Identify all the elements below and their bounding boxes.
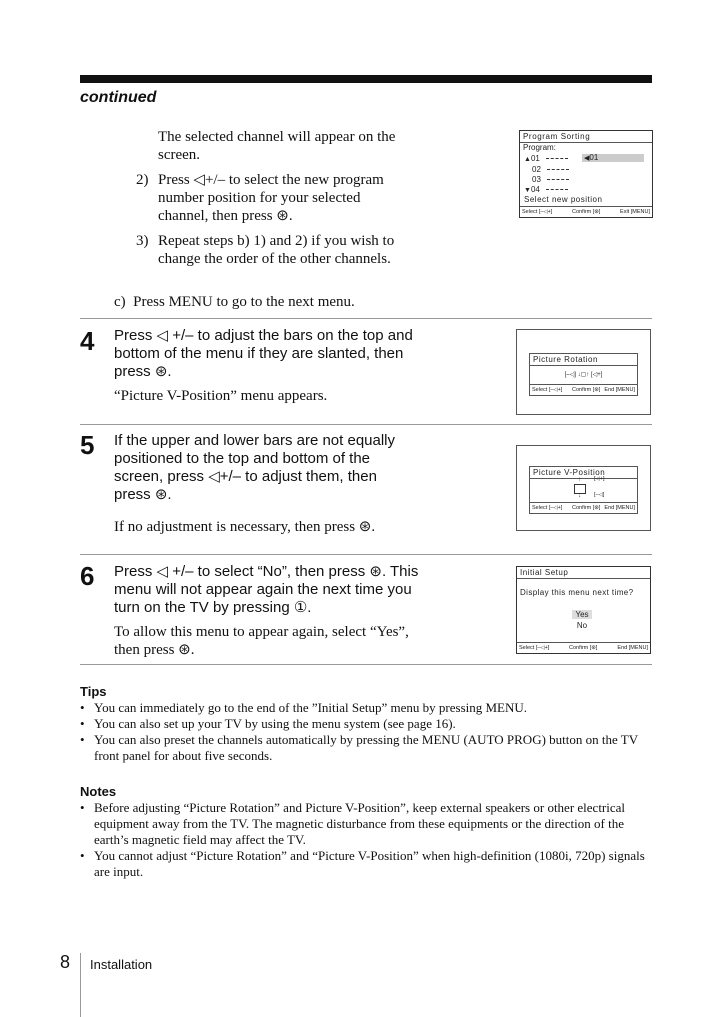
step5-text: If the upper and lower bars are not equally positioned to the top and bottom of the screen, press ◁+/– to adjust them, then press ⊛. [114,432,396,503]
tip-item: • You can also set up your TV by using the menu system (see page 16). [80,716,650,732]
program-sorting-footer: Select [–◁+] Confirm [⊛] Exit [MENU] [520,206,652,217]
option-yes[interactable]: Yes [572,610,592,619]
picture-vposition-panel [529,466,638,514]
picture-rotation-panel [529,353,638,396]
notes-heading: Notes [80,784,117,799]
tip-item: • You can also preset the channels automatically by pressing the MENU (AUTO PROG) button on the TV front panel for about five seconds. [80,732,650,764]
rotation-controls: [–◁] ↓▢↑ [◁+] [564,372,603,378]
option-no[interactable]: No [576,621,588,630]
down-arrow-icon: ↓ [578,493,581,499]
divider [80,318,652,319]
step4-number: 4 [80,326,95,356]
program-sorting-title: Program Sorting [520,131,652,143]
vpos-down-label: [–◁] [594,492,605,498]
up-arrow-icon: ▲ [524,156,531,163]
note-item: • You cannot adjust “Picture Rotation” and “Picture V-Position” when high-definition (1080i, 720p) signals are input. [80,848,650,880]
program-list [524,154,569,196]
divider [80,554,652,555]
tip-item: • You can immediately go to the end of the ”Initial Setup” menu by pressing MENU. [80,700,650,716]
program-sorting-screen [519,130,653,218]
picture-vposition-title: Picture V-Position [530,467,637,479]
step5-number: 5 [80,430,95,460]
vpos-up-label: [◁+] [594,476,605,482]
picture-vposition-footer: Select [–◁+] Confirm [⊛] End [MENU] [530,502,637,513]
program-row: ▲01 [524,154,569,165]
header-rule [80,75,652,83]
footer-divider [80,953,81,1017]
program-row: 03 [524,175,569,185]
section-name: Installation [90,957,153,972]
program-highlight: ◀01 [582,154,644,162]
program-row: ▼04 [524,185,569,196]
notes-list [80,800,650,880]
up-arrow-icon: ↑ [578,477,581,483]
step5-note: If no adjustment is necessary, then press ⊛. [114,519,376,535]
select-new-position: Select new position [524,195,603,204]
step6-number: 6 [80,561,95,591]
program-row: 02 [524,165,569,175]
initial-setup-footer: Select [–◁+] Confirm [⊛] End [MENU] [517,642,650,653]
tips-list [80,700,650,764]
picture-rotation-screen [516,329,651,415]
intro-paragraph: The selected channel will appear on the screen. [158,129,396,163]
note-item: • Before adjusting “Picture Rotation” and Picture V-Position”, keep external speakers or other electrical equipment away from the TV. The magnetic disturbance from these equipments or the direction of the earth’s magnetic field may affect the TV. [80,800,650,848]
picture-rotation-title: Picture Rotation [530,354,637,366]
program-label: Program: [523,143,556,152]
tips-heading: Tips [80,684,107,699]
divider [80,664,652,665]
continued-label: continued [80,89,157,106]
left-arrow-icon: ◀ [584,155,590,162]
picture-rotation-footer: Select [–◁+] Confirm [⊛] End [MENU] [530,384,637,395]
step6-note: To allow this menu to appear again, select “Yes”, then press ⊛. [114,624,409,658]
step4-note: “Picture V-Position” menu appears. [114,388,328,404]
step6-text: Press ◁ +/– to select “No”, then press ⊛. This menu will not appear again the next time you turn on the TV by pressing ①. [114,563,419,616]
step3-text: Repeat steps b) 1) and 2) if you wish to change the order of the other channels. [158,233,395,267]
step2-text: Press ◁+/– to select the new program number position for your selected channel, then press ⊛. [158,172,384,224]
initial-setup-question: Display this menu next time? [520,588,634,597]
step4-text: Press ◁ +/– to adjust the bars on the top and bottom of the menu if they are slanted, then press ⊛. [114,327,413,380]
divider [80,424,652,425]
step2-number: 2) [136,172,149,188]
initial-setup-screen [516,566,651,654]
initial-setup-title: Initial Setup [517,567,650,579]
page-number: 8 [60,952,71,972]
step-c-text: c) Press MENU to go to the next menu. [114,294,355,310]
step3-number: 3) [136,233,149,249]
picture-vposition-screen [516,445,651,531]
down-arrow-icon: ▼ [524,187,531,194]
